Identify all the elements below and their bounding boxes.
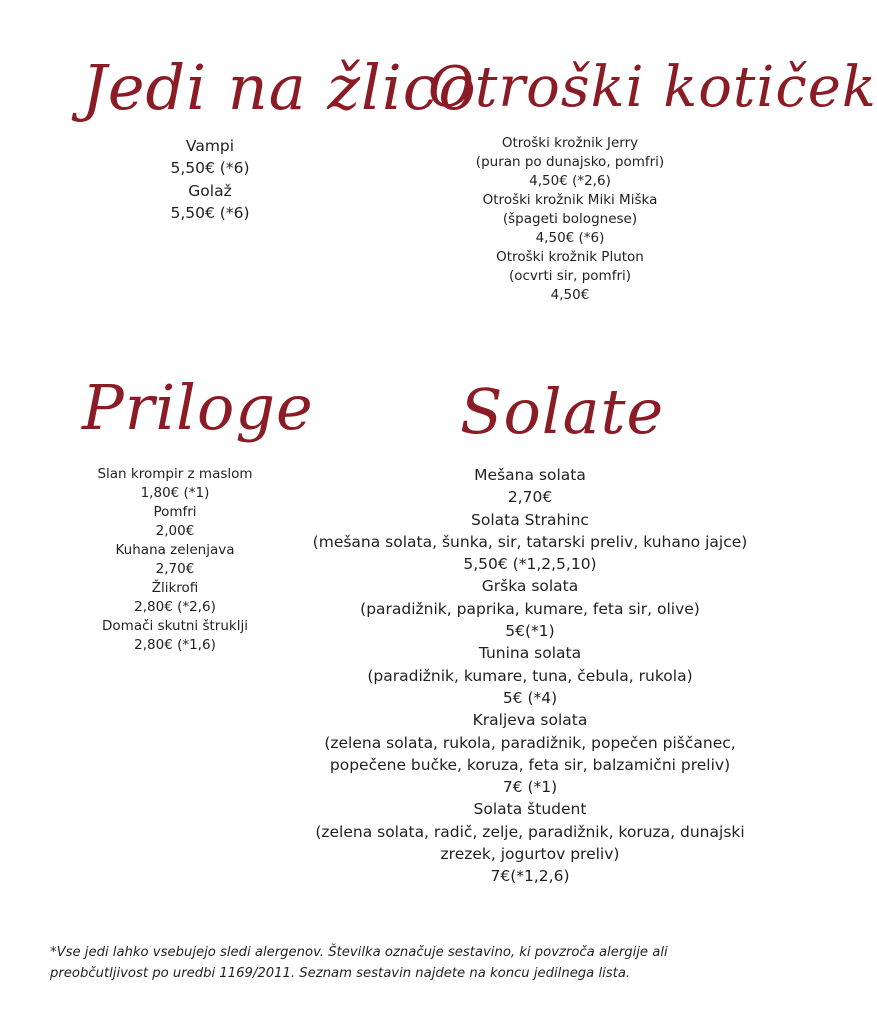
otroski-koticek-list (450, 134, 690, 305)
priloge-list (85, 465, 265, 655)
list-item: 5,50€ (*6) (170, 159, 250, 178)
list-item: (puran po dunajsko, pomfri) (475, 154, 665, 170)
list-item: 5€(*1) (505, 622, 555, 641)
list-item: Slan krompir z maslom (97, 466, 253, 482)
list-item: Otroški krožnik Miki Miška (482, 192, 658, 208)
heading-priloge: Priloge (82, 371, 314, 444)
list-item: 2,80€ (*2,6) (134, 599, 216, 615)
list-item: (mešana solata, šunka, sir, tatarski preliv, kuhano jajce) (312, 532, 748, 551)
list-item: Kuhana zelenjava (115, 542, 235, 558)
list-item: Domači skutni štruklji (102, 618, 248, 634)
list-item: Otroški krožnik Pluton (496, 249, 644, 265)
list-item: 2,00€ (155, 523, 195, 539)
list-item: Kraljeva solata (472, 711, 588, 730)
list-item: 5,50€ (*1,2,5,10) (463, 555, 597, 574)
list-item: 7€ (*1) (502, 778, 558, 797)
list-item: (zelena solata, radič, zelje, paradižnik, koruza, dunajski (315, 822, 745, 841)
list-item: 5,50€ (*6) (170, 203, 250, 222)
list-item: Solata študent (473, 800, 587, 819)
solate-list (300, 464, 760, 888)
list-item: 4,50€ (*6) (535, 230, 605, 246)
list-item: 1,80€ (*1) (140, 485, 210, 501)
jedi-na-zlico-list (130, 135, 290, 224)
list-item: (zelena solata, rukola, paradižnik, popečen piščanec, (324, 733, 736, 752)
list-item: (ocvrti sir, pomfri) (508, 268, 632, 284)
allergen-footnote: *Vse jedi lahko vsebujejo sledi alergenov. Številka označuje sestavino, ki povzroča alergije ali preobčutljivost po uredbi 1169/2011. Seznam sestavin najdete na koncu jedilnega lista. (50, 945, 668, 981)
list-item: (paradižnik, kumare, tuna, čebula, rukola) (367, 666, 693, 685)
list-item: 5€ (*4) (502, 688, 558, 707)
list-item: Tunina solata (478, 644, 582, 663)
list-item: (paradižnik, paprika, kumare, feta sir, olive) (360, 599, 700, 618)
list-item: Solata Strahinc (471, 510, 589, 529)
list-item: 2,70€ (507, 488, 553, 507)
heading-jedi-na-zlico: Jedi na žlico (82, 51, 477, 124)
list-item: (špageti bolognese) (502, 211, 638, 227)
list-item: Žlikrofi (151, 580, 199, 596)
list-item: 2,80€ (*1,6) (134, 637, 216, 653)
list-item: Mešana solata (474, 466, 586, 484)
heading-solate: Solate (460, 375, 665, 448)
list-item: 2,70€ (155, 561, 195, 577)
list-item: zrezek, jogurtov preliv) (440, 845, 620, 864)
list-item: Vampi (185, 137, 235, 155)
list-item: Pomfri (153, 504, 197, 520)
heading-otroski-koticek: Otroški kotiček (428, 55, 877, 120)
list-item: 4,50€ (550, 287, 590, 303)
list-item: Otroški krožnik Jerry (501, 135, 639, 151)
list-item: Grška solata (481, 577, 579, 596)
list-item: Golaž (188, 181, 232, 200)
list-item: 7€(*1,2,6) (490, 867, 570, 886)
list-item: popečene bučke, koruza, feta sir, balzamični preliv) (329, 755, 731, 774)
list-item: 4,50€ (*2,6) (529, 173, 611, 189)
